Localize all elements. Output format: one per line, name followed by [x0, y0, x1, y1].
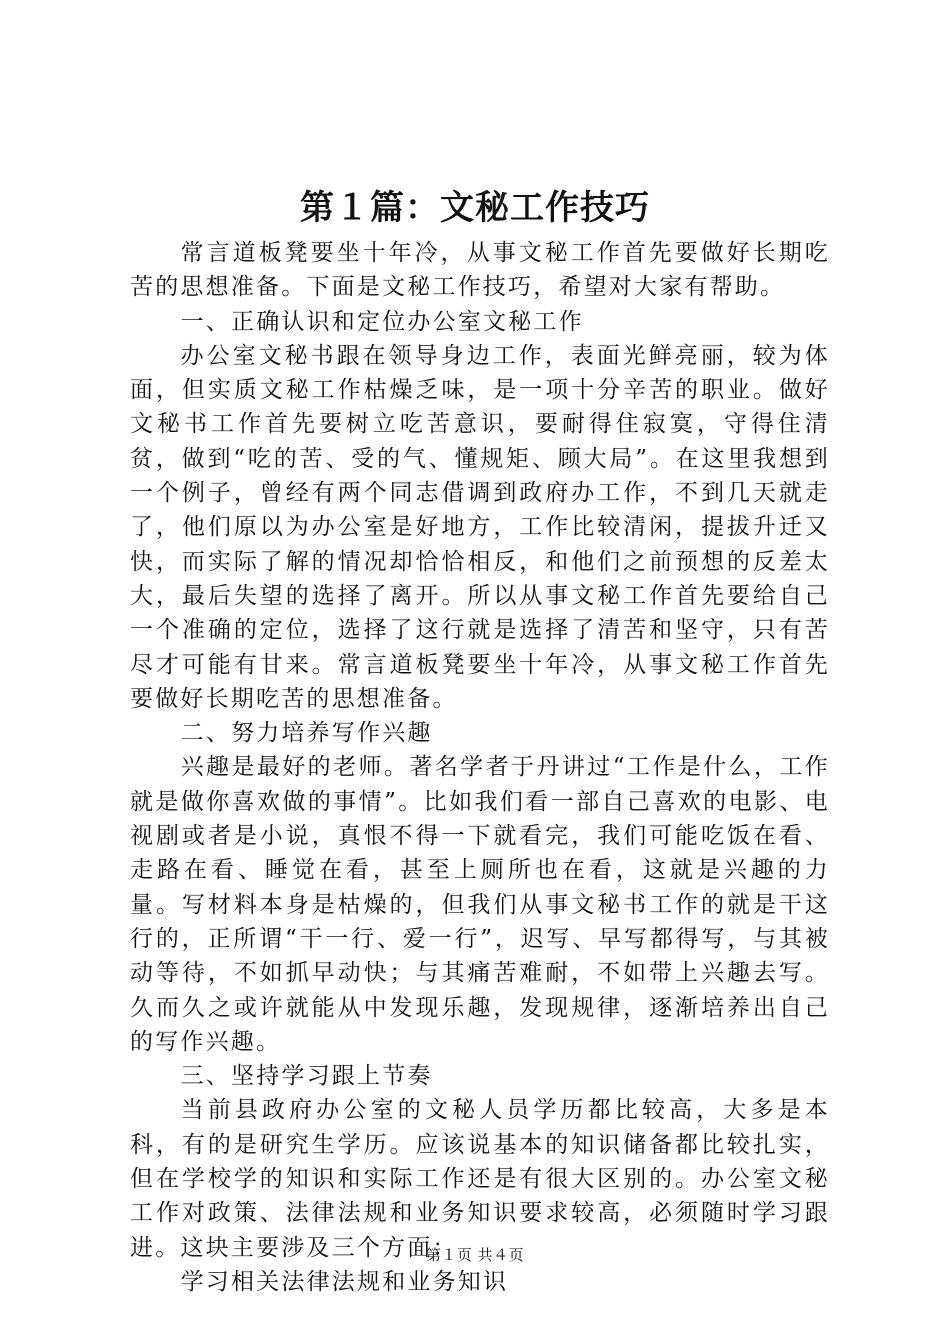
paragraph-section-3: 当前县政府办公室的文秘人员学历都比较高，大多是本科，有的是研究生学历。应该说基本的知识储备都比较扎实，但在学校学的知识和实际工作还是有很大区别的。办公室文秘工作对政策、法律法规和业务知识要求较高，必须随时学习跟进。这块主要涉及三个方面：	[130, 1097, 830, 1261]
document-title: 第１篇：文秘工作技巧	[300, 188, 650, 228]
section-heading-1: 一、正确认识和定位办公室文秘工作	[180, 308, 584, 335]
page-footer: 第１页 共４页	[425, 1246, 525, 1264]
paragraph-section-2: 兴趣是最好的老师。著名学者于丹讲过“工作是什么，工作就是做你喜欢做的事情”。比如我们看一部自己喜欢的电影、电视剧或者是小说，真恨不得一下就看完，我们可能吃饭在看、走路在看、睡觉在看，甚至上厕所也在看，这就是兴趣的力量。写材料本身是枯燥的，但我们从事文秘书工作的就是干这行的，正所谓“干一行、爱一行”，迟写、早写都得写，与其被动等待，不如抓早动快；与其痛苦难耐，不如带上兴趣去写。久而久之或许就能从中发现乐趣，发现规律，逐渐培养出自己的写作兴趣。	[130, 754, 830, 1055]
document-body	[130, 236, 830, 1299]
section-heading-3: 三、坚持学习跟上节奏	[180, 1063, 433, 1090]
subheading-laws: 学习相关法律法规和业务知识	[180, 1268, 509, 1295]
section-heading-2: 二、努力培养写作兴趣	[180, 720, 433, 747]
paragraph-section-1: 办公室文秘书跟在领导身边工作，表面光鲜亮丽，较为体面，但实质文秘工作枯燥乏味，是一项十分辛苦的职业。做好文秘书工作首先要树立吃苦意识，要耐得住寂寞，守得住清贫，做到“吃的苦、受的气、懂规矩、顾大局”。在这里我想到一个例子，曾经有两个同志借调到政府办工作，不到几天就走了，他们原以为办公室是好地方，工作比较清闲，提拔升迁又快，而实际了解的情况却恰恰相反，和他们之前预想的反差太大，最后失望的选择了离开。所以从事文秘工作首先要给自己一个准确的定位，选择了这行就是选择了清苦和坚守，只有苦尽才可能有甘来。常言道板凳要坐十年冷，从事文秘工作首先要做好长期吃苦的思想准备。	[130, 342, 830, 712]
paragraph-intro: 常言道板凳要坐十年冷，从事文秘工作首先要做好长期吃苦的思想准备。下面是文秘工作技巧，希望对大家有帮助。	[130, 240, 830, 301]
